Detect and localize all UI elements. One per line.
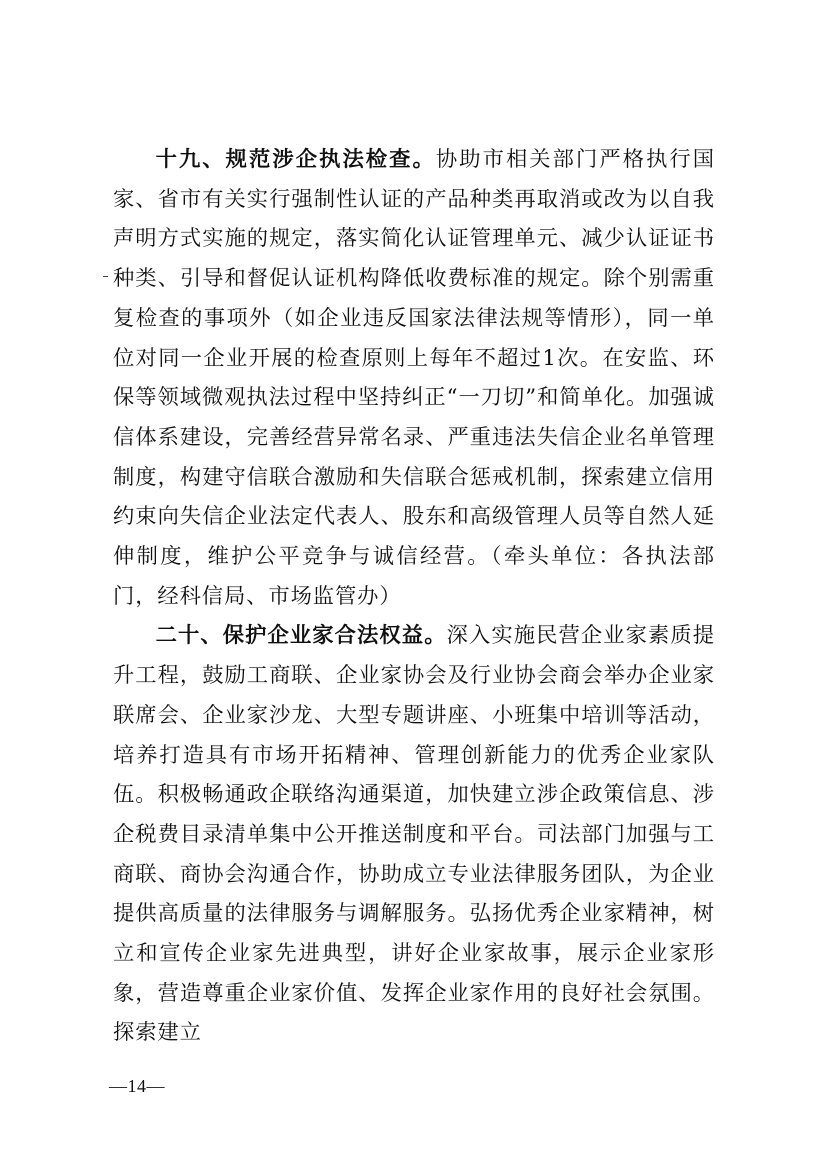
page-number: —14— [109,1076,165,1096]
paragraph-19 [113,140,715,616]
margin-mark [103,276,108,277]
document-body [113,140,715,1053]
paragraph-19-body: 协助市相关部门严格执行国家、省市有关实行强制性认证的产品种类再取消或改为以自我声明方式实施的规定，落实简化认证管理单元、减少认证证书种类、引导和督促认证机构降低收费标准的规定。除个别需重复检查的事项外（如企业违反国家法律法规等情形），同一单位对同一企业开展的检查原则上每年不超过1次。在安监、环保等领域微观执法过程中坚持纠正“一刀切”和简单化。加强诚信体系建设，完善经营异常名录、严重违法失信企业名单管理制度，构建守信联合激励和失信联合惩戒机制，探索建立信用约束向失信企业法定代表人、股东和高级管理人员等自然人延伸制度，维护公平竞争与诚信经营。（牵头单位：各执法部门，经科信局、市场监管办） [113,147,715,609]
paragraph-19-heading: 十九、规范涉企执法检查。 [155,147,436,172]
paragraph-20-heading: 二十、保护企业家合法权益。 [155,623,447,649]
paragraph-20 [113,616,715,1053]
paragraph-20-body: 深入实施民营企业家素质提升工程，鼓励工商联、企业家协会及行业协会商会举办企业家联席会、企业家沙龙、大型专题讲座、小班集中培训等活动，培养打造具有市场开拓精神、管理创新能力的优秀企业家队伍。积极畅通政企联络沟通渠道，加快建立涉企政策信息、涉企税费目录清单集中公开推送制度和平台。司法部门加强与工商联、商协会沟通合作，协助成立专业法律服务团队，为企业提供高质量的法律服务与调解服务。弘扬优秀企业家精神，树立和宣传企业家先进典型，讲好企业家故事，展示企业家形象，营造尊重企业家价值、发挥企业家作用的良好社会氛围。探索建立 [113,623,715,1046]
